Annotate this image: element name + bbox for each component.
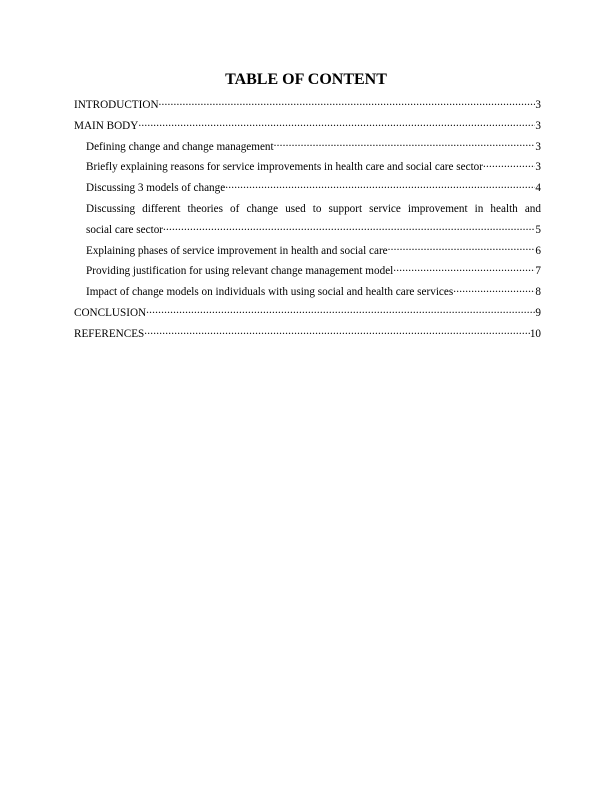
toc-entry-models-of-change[interactable] — [74, 178, 541, 199]
toc-page-number: 8 — [535, 286, 541, 299]
toc-entry-conclusion[interactable] — [74, 303, 541, 324]
toc-entry-justification-change-model[interactable] — [74, 261, 541, 282]
toc-entry-theories-of-change[interactable] — [74, 199, 541, 241]
dot-leader — [388, 242, 536, 253]
toc-page-number: 3 — [535, 119, 541, 132]
dot-leader — [144, 326, 530, 337]
toc-page-number: 7 — [535, 265, 541, 278]
dot-leader — [274, 138, 536, 149]
toc-entry-text: Defining change and change management — [86, 140, 274, 153]
toc-page-number: 5 — [535, 223, 541, 236]
dot-leader — [146, 305, 535, 316]
toc-entry-introduction[interactable] — [74, 95, 541, 116]
toc-entry-defining-change[interactable] — [74, 137, 541, 158]
toc-page-number: 3 — [535, 99, 541, 111]
toc-entry-text: CONCLUSION — [74, 306, 147, 319]
toc-entry-text: Explaining phases of service improvement in health and social care — [86, 244, 388, 257]
toc-entry-impact-change-models[interactable] — [74, 282, 541, 303]
dot-leader — [138, 118, 535, 129]
toc-entry-main-body[interactable] — [74, 116, 541, 137]
dot-leader — [483, 159, 535, 170]
dot-leader — [393, 263, 535, 274]
toc-title: TABLE OF CONTENT — [225, 71, 387, 88]
dot-leader — [163, 222, 535, 233]
toc-entry-text: Briefly explaining reasons for service improvements in health care and social care sector — [86, 161, 483, 174]
toc-entry-phases-service-improvement[interactable] — [74, 241, 541, 262]
toc-entry-text: Discussing 3 models of change — [86, 182, 226, 195]
toc-page-number: 3 — [535, 140, 541, 153]
dot-leader — [159, 97, 536, 108]
toc-entry-text: Providing justification for using relevant change management model — [86, 265, 394, 278]
toc-page-number: 3 — [535, 161, 541, 174]
toc-page-number: 6 — [535, 244, 541, 257]
toc-entry-text: INTRODUCTION — [74, 99, 159, 111]
toc-entry-text-line1: Discussing different theories of change used to support service improvement in health and — [86, 202, 541, 215]
dot-leader — [225, 180, 535, 191]
toc-page-number: 10 — [529, 327, 541, 340]
toc-entry-text-line2: social care sector — [86, 223, 164, 236]
toc-entry-references[interactable] — [74, 324, 541, 345]
toc-entry-reasons-service-improvements[interactable] — [74, 157, 541, 178]
dot-leader — [453, 284, 535, 295]
toc-entry-text: Impact of change models on individuals with using social and health care services — [86, 286, 454, 299]
toc-entry-text: REFERENCES — [74, 327, 145, 340]
toc-page-number: 4 — [535, 182, 541, 195]
table-of-contents — [74, 95, 541, 345]
toc-entry-text: MAIN BODY — [74, 119, 139, 132]
toc-page-number: 9 — [535, 306, 541, 319]
